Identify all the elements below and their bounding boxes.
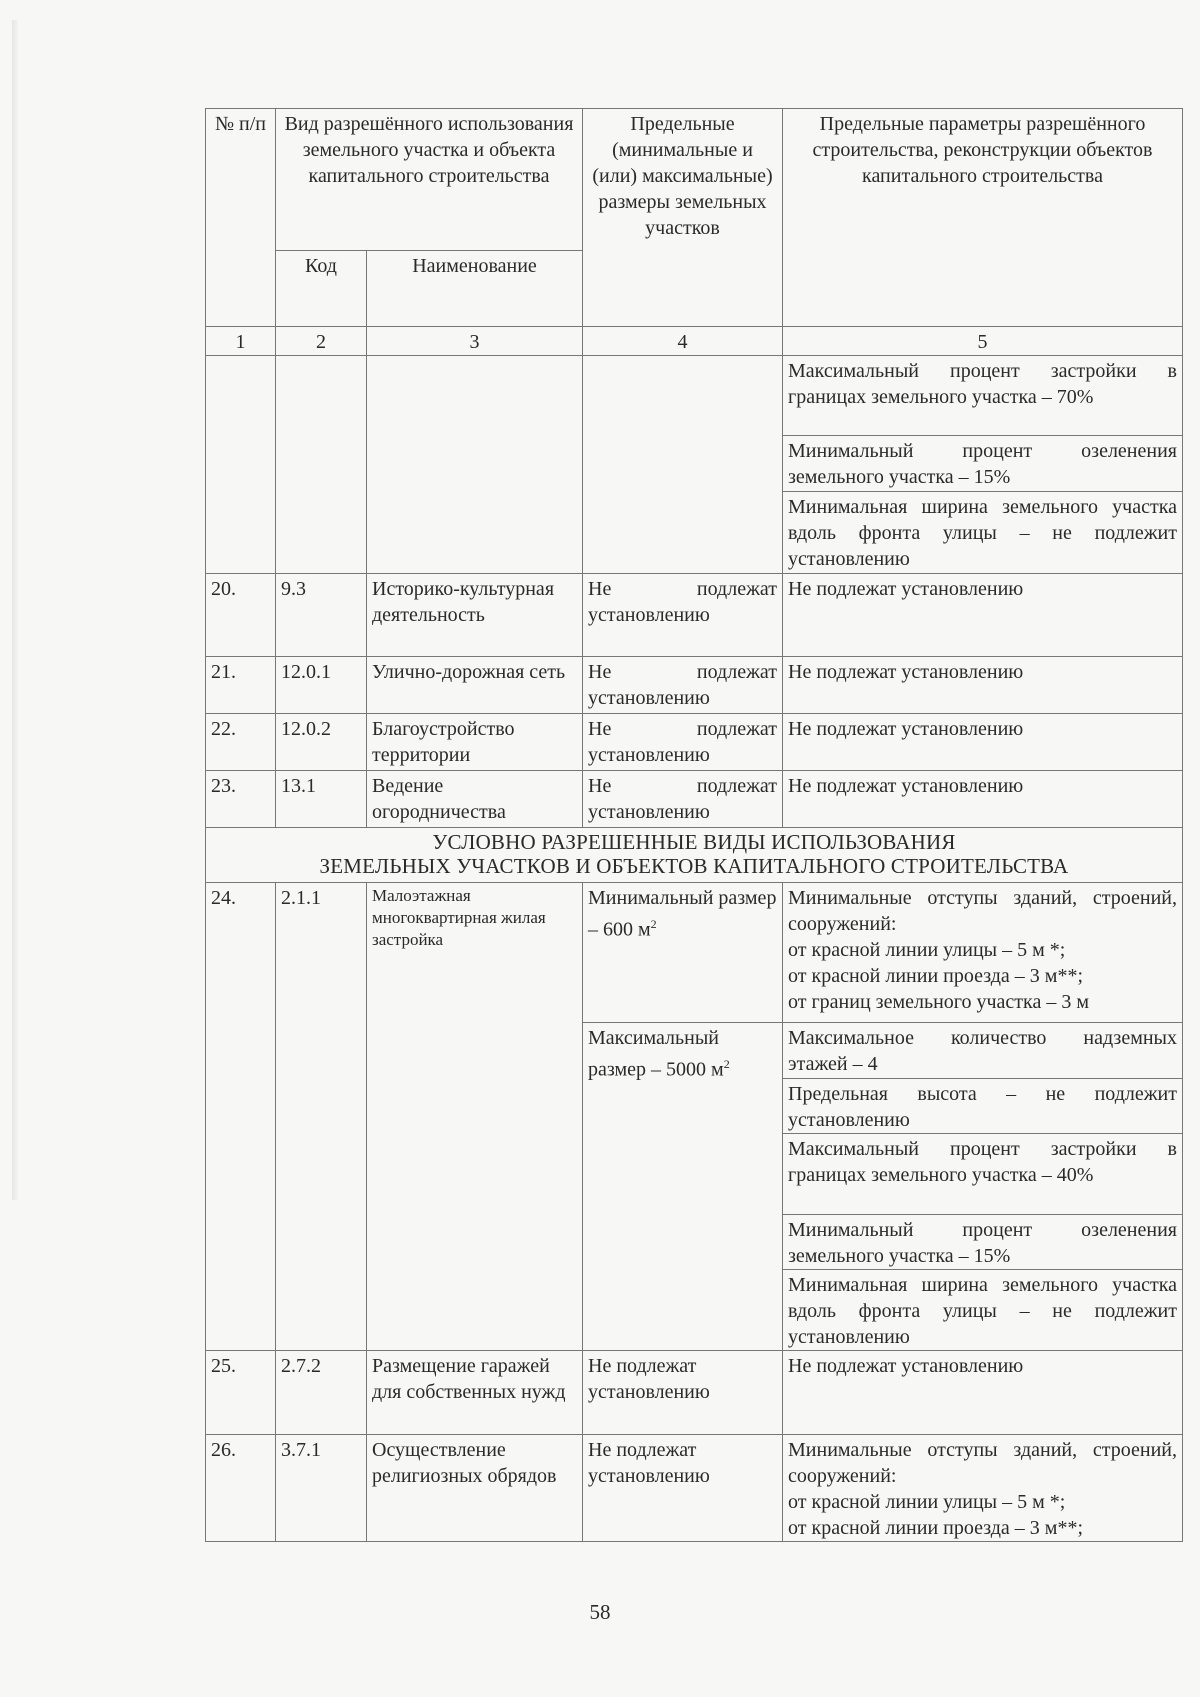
column-number-row: [206, 327, 1183, 356]
col-number: 2: [276, 327, 367, 356]
row-code: 2.1.1: [276, 883, 367, 1351]
row-size: Не подлежат установлению: [583, 657, 783, 714]
header-sizes: Предельные (минимальные и (или) максимальные) размеры земельных участков: [583, 109, 783, 327]
row-size: [583, 356, 783, 574]
table-row: [206, 574, 1183, 657]
row-code: 2.7.2: [276, 1351, 367, 1435]
row-name: Осуществление религиозных обрядов: [367, 1435, 583, 1542]
row-param: Минимальная ширина земельного участка вдоль фронта улицы – не подлежит установлению: [783, 492, 1183, 574]
table-row: [206, 356, 1183, 436]
otstupy-line: от красной линии улицы – 5 м *;: [788, 939, 1066, 961]
header-kod: Код: [276, 251, 367, 327]
row-param: Минимальный процент озеленения земельного участка – 15%: [783, 1215, 1183, 1270]
row-size: Не подлежат установлению: [583, 714, 783, 771]
row-num: 24.: [206, 883, 276, 1351]
row-name: Малоэтажная многоквартирная жилая застройка: [367, 883, 583, 1351]
row-size-min: Минимальный размер – 600 $м^2$: [583, 883, 783, 1023]
table-row: [206, 771, 1183, 828]
row-num: [206, 356, 276, 574]
header-params: Предельные параметры разрешённого строительства, реконструкции объектов капитального строительства: [783, 109, 1183, 327]
row-num: 22.: [206, 714, 276, 771]
table-row: [206, 714, 1183, 771]
row-name: Историко-культурная деятельность: [367, 574, 583, 657]
row-code: 3.7.1: [276, 1435, 367, 1542]
otstupy-title: Минимальные отступы зданий, строений, сооружений:: [788, 887, 1177, 935]
row-param: Не подлежат установлению: [783, 1351, 1183, 1435]
row-param-otstupy: [783, 883, 1183, 1023]
row-code: [276, 356, 367, 574]
otstupy-line: от красной линии проезда – 3 м**;: [788, 965, 1084, 987]
row-name: Улично-дорожная сеть: [367, 657, 583, 714]
row-param: Минимальная ширина земельного участка вдоль фронта улицы – не подлежит установлению: [783, 1270, 1183, 1351]
row-param: Предельная высота – не подлежит установлению: [783, 1079, 1183, 1134]
col-number: 3: [367, 327, 583, 356]
otstupy-line: от красной линии проезда – 3 м**;: [788, 1517, 1084, 1539]
table-row: [206, 883, 1183, 1023]
row-name: Размещение гаражей для собственных нужд: [367, 1351, 583, 1435]
header-name: Наименование: [367, 251, 583, 327]
col-number: 5: [783, 327, 1183, 356]
section-heading-line: ЗЕМЕЛЬНЫХ УЧАСТКОВ И ОБЪЕКТОВ КАПИТАЛЬНОГО СТРОИТЕЛЬСТВА: [319, 854, 1069, 878]
header-vid-group: Вид разрешённого использования земельного участка и объекта капитального строительства: [276, 109, 583, 251]
col-number: 4: [583, 327, 783, 356]
row-name: Благоустройство территории: [367, 714, 583, 771]
otstupy-line: от границ земельного участка – 3 м: [788, 991, 1089, 1013]
row-num: 26.: [206, 1435, 276, 1542]
section-heading: [206, 828, 1183, 883]
row-param-otstupy: [783, 1435, 1183, 1542]
row-name: [367, 356, 583, 574]
row-code: 13.1: [276, 771, 367, 828]
row-num: 20.: [206, 574, 276, 657]
row-num: 23.: [206, 771, 276, 828]
header-num: № п/п: [206, 109, 276, 327]
row-code: 12.0.1: [276, 657, 367, 714]
row-name: Ведение огородничества: [367, 771, 583, 828]
row-num: 25.: [206, 1351, 276, 1435]
row-size: Не подлежат установлению: [583, 771, 783, 828]
table-row: [206, 1435, 1183, 1542]
row-code: 9.3: [276, 574, 367, 657]
row-size-max: Максимальный размер – 5000 $м^2$: [583, 1023, 783, 1351]
table-row: [206, 657, 1183, 714]
otstupy-line: от красной линии улицы – 5 м *;: [788, 1491, 1066, 1513]
row-param: Максимальное количество надземных этажей – 4: [783, 1023, 1183, 1079]
section-heading-line: УСЛОВНО РАЗРЕШЕННЫЕ ВИДЫ ИСПОЛЬЗОВАНИЯ: [432, 830, 956, 854]
table-row: [206, 1351, 1183, 1435]
row-code: 12.0.2: [276, 714, 367, 771]
row-num: 21.: [206, 657, 276, 714]
section-heading-row: [206, 828, 1183, 883]
scan-edge: [12, 20, 18, 1200]
row-size: Не подлежат установлению: [583, 1435, 783, 1542]
row-param: Максимальный процент застройки в границах земельного участка – 40%: [783, 1134, 1183, 1215]
row-param: Максимальный процент застройки в границах земельного участка – 70%: [783, 356, 1183, 436]
page-number: 58: [589, 1600, 611, 1624]
row-param: Не подлежат установлению: [783, 714, 1183, 771]
col-number: 1: [206, 327, 276, 356]
header-row-1: [206, 109, 1183, 251]
row-size: Не подлежат установлению: [583, 1351, 783, 1435]
row-param: Минимальный процент озеленения земельного участка – 15%: [783, 436, 1183, 492]
row-param: Не подлежат установлению: [783, 657, 1183, 714]
row-size: Не подлежат установлению: [583, 574, 783, 657]
otstupy-title: Минимальные отступы зданий, строений, сооружений:: [788, 1439, 1177, 1487]
row-param: Не подлежат установлению: [783, 574, 1183, 657]
row-param: Не подлежат установлению: [783, 771, 1183, 828]
zoning-table: [205, 108, 1183, 1542]
